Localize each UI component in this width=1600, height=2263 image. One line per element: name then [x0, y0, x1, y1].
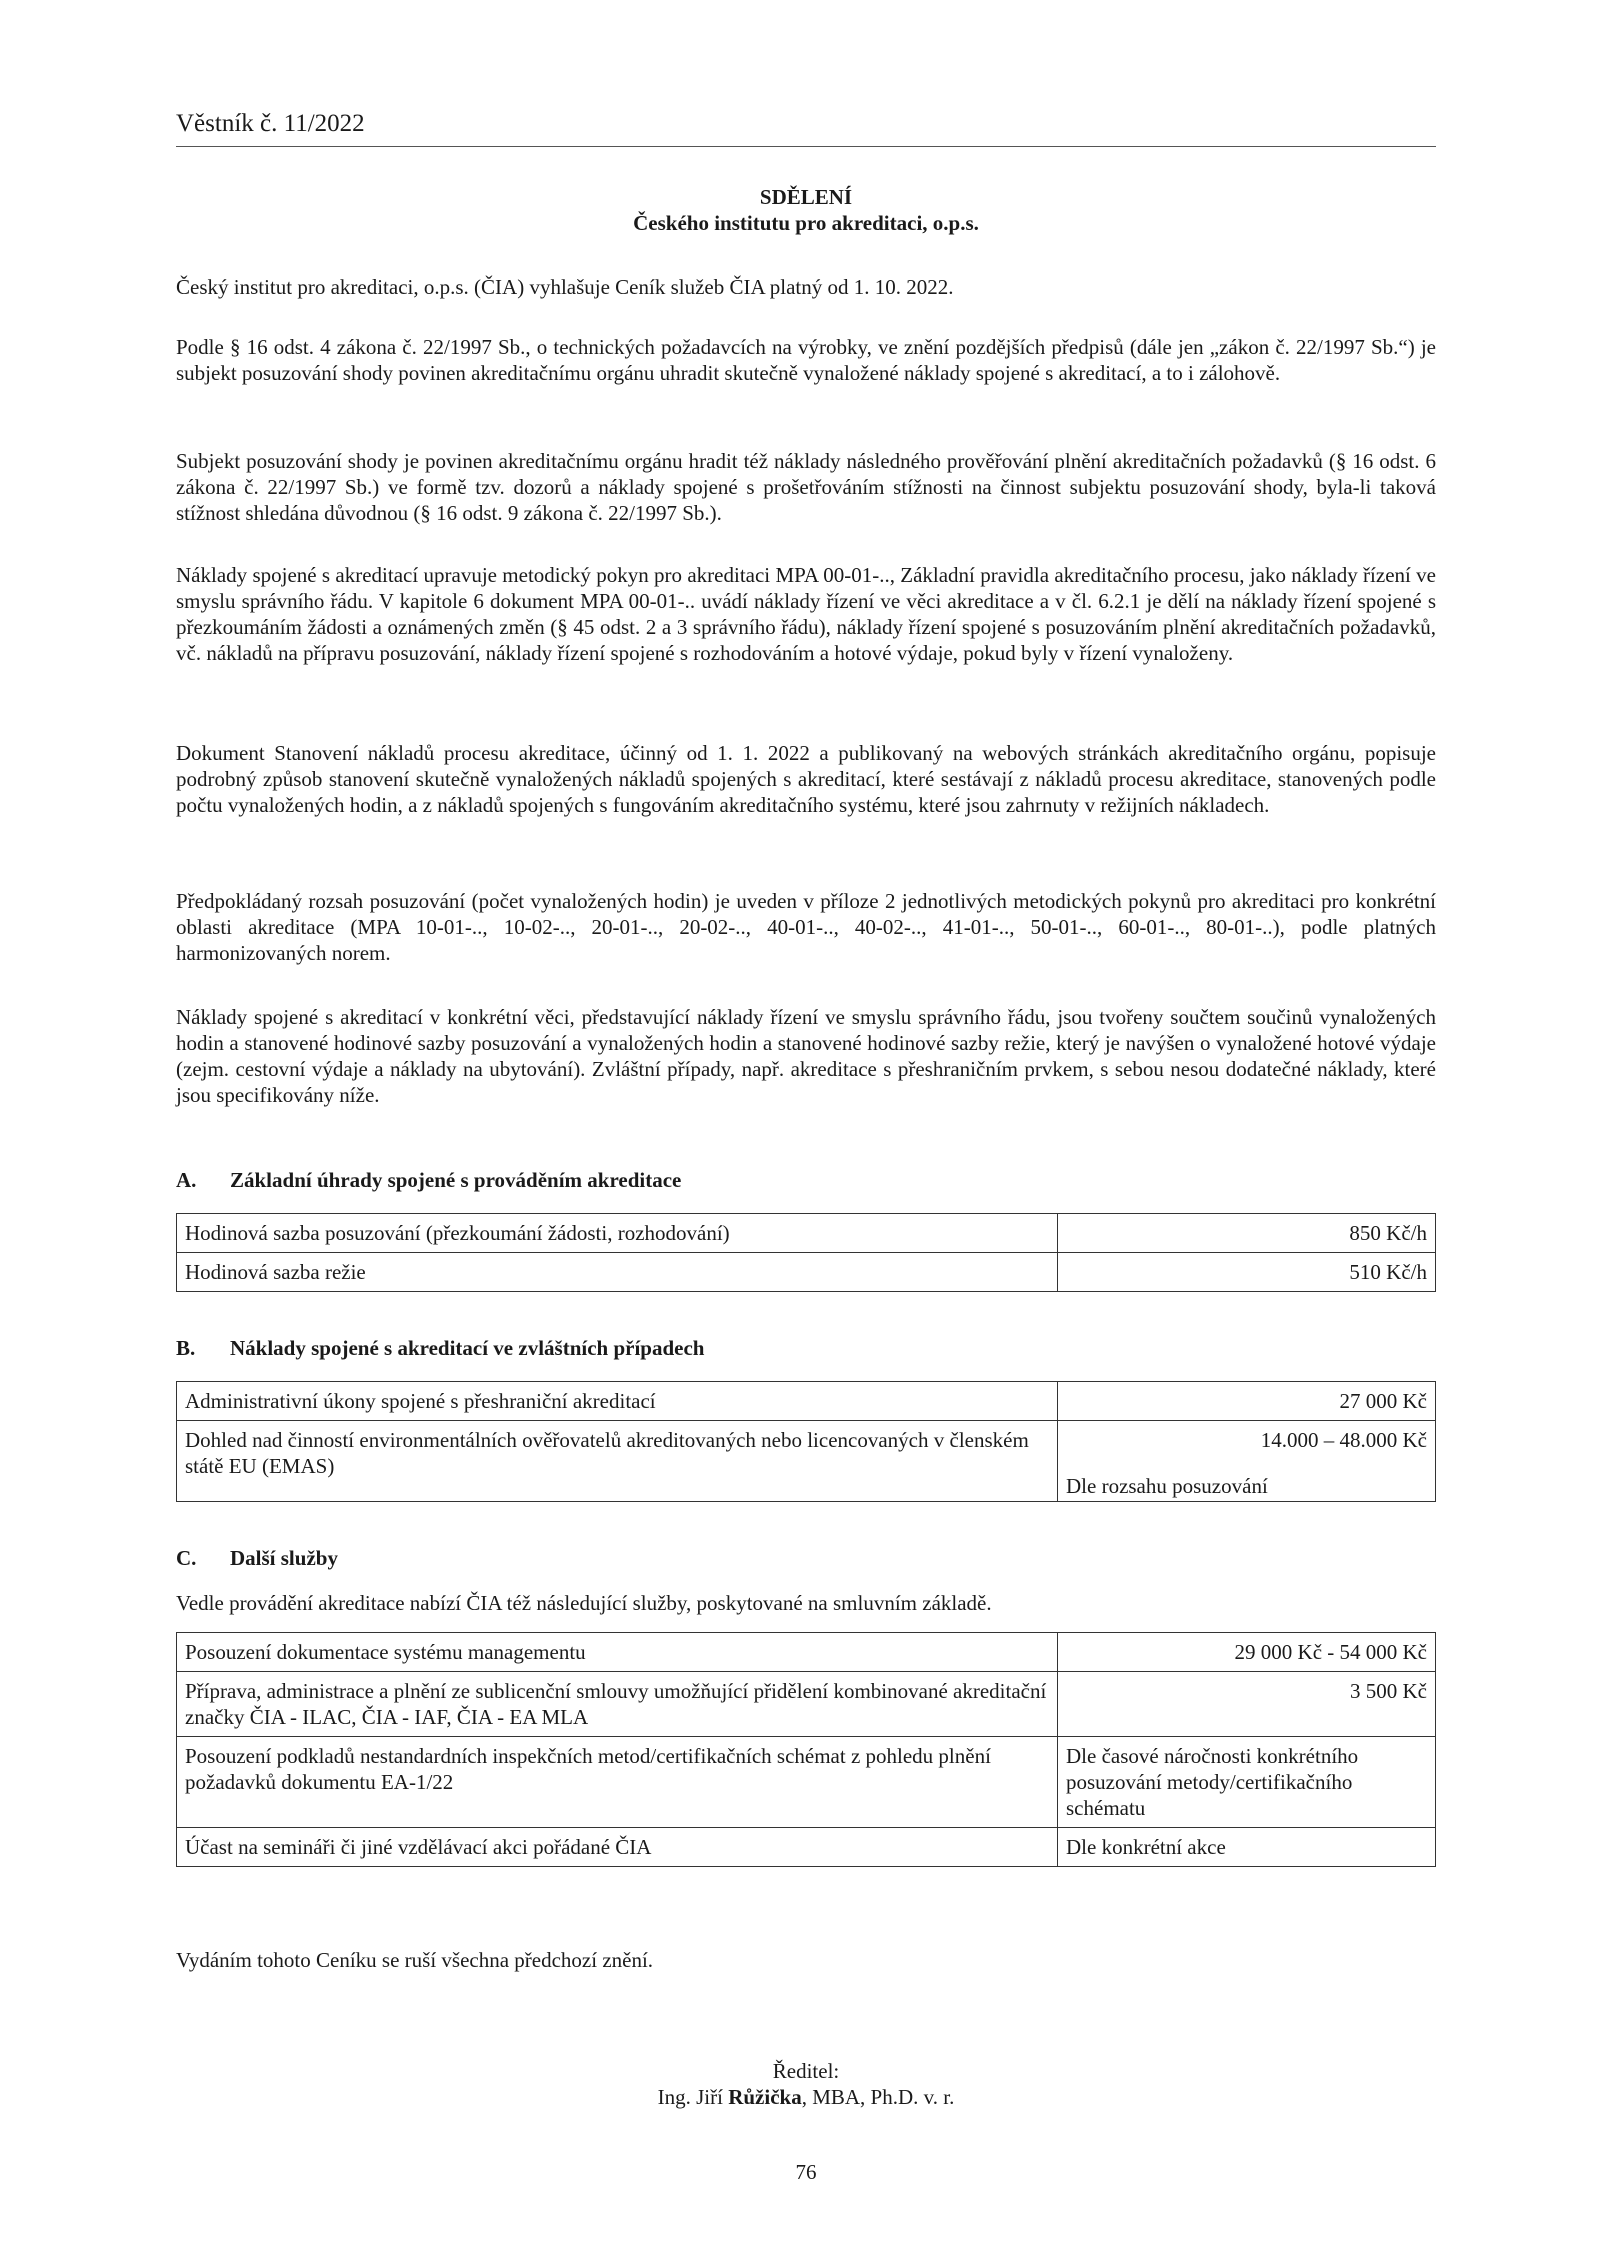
announcement-title — [176, 184, 1436, 236]
row-label: Hodinová sazba posuzování (přezkoumání žádosti, rozhodování) — [177, 1214, 1058, 1253]
table-row — [177, 1633, 1436, 1672]
table-row — [177, 1382, 1436, 1421]
row-value: Dle konkrétní akce — [1058, 1828, 1436, 1867]
journal-header: Věstník č. 11/2022 — [176, 110, 1436, 147]
section-a-table — [176, 1213, 1436, 1292]
row-label: Posouzení dokumentace systému managementu — [177, 1633, 1058, 1672]
section-a-letter: A. — [176, 1168, 197, 1192]
row-value: 14.000 – 48.000 Kč — [1260, 1428, 1427, 1452]
section-c-table — [176, 1632, 1436, 1867]
signature-role: Ředitel: — [772, 2059, 840, 2083]
title-line-2: Českého institutu pro akreditaci, o.p.s. — [633, 211, 979, 235]
name-suffix: , MBA, Ph.D. v. r. — [801, 2085, 955, 2109]
paragraph-2: Podle § 16 odst. 4 zákona č. 22/1997 Sb., o technických požadavcích na výrobky, ve znění pozdějších předpisů (dále jen „zákon č. 22/1997 Sb.“) je subjekt posuzování shody povinen akreditačnímu orgánu uhradit skutečně vynaložené náklady spojené s akreditací, a to i zálohově. — [176, 335, 1436, 385]
row-value: 27 000 Kč — [1058, 1382, 1436, 1421]
section-a-heading — [176, 1168, 681, 1193]
section-c-title: Další služby — [230, 1546, 338, 1570]
row-label: Posouzení podkladů nestandardních inspekčních metod/certifikačních schémat z pohledu plnění požadavků dokumentu EA-1/22 — [177, 1737, 1058, 1828]
section-c-heading — [176, 1546, 338, 1571]
table-row — [177, 1737, 1436, 1828]
row-note: Dle rozsahu posuzování — [1066, 1474, 1268, 1498]
table-row — [177, 1828, 1436, 1867]
row-value: 510 Kč/h — [1058, 1253, 1436, 1292]
paragraph-4: Náklady spojené s akreditací upravuje metodický pokyn pro akreditaci MPA 00-01-.., Základní pravidla akreditačního procesu, jako náklady řízení ve smyslu správního řádu. V kapitole 6 dokument MPA 00-01-.. uvádí náklady řízení ve věci akreditace a v čl. 6.2.1 je dělí na náklady řízení spojené s přezkoumáním žádosti a oznámených změn (§ 45 odst. 2 a 3 správního řádu), náklady řízení spojené s posuzováním plnění akreditačních požadavků, vč. nákladů na přípravu posuzování, náklady řízení spojené s rozhodováním a hotové výdaje, pokud byly v řízení vynaloženy. — [176, 563, 1436, 665]
paragraph-1: Český institut pro akreditaci, o.p.s. (ČIA) vyhlašuje Ceník služeb ČIA platný od 1. 10. 2022. — [176, 275, 954, 299]
paragraph-6: Předpokládaný rozsah posuzování (počet vynaložených hodin) je uveden v příloze 2 jednotlivých metodických pokynů pro akreditaci pro konkrétní oblasti akreditace (MPA 10-01-.., 10-02-.., 20-01-.., 20-02-.., 40-01-.., 40-02-.., 41-01-.., 50-01-.., 60-01-.., 80-01-..), podle platných harmonizovaných norem. — [176, 889, 1436, 965]
row-value-cell — [1058, 1421, 1436, 1502]
paragraph-7: Náklady spojené s akreditací v konkrétní věci, představující náklady řízení ve smyslu správního řádu, jsou tvořeny součtem součinů vynaložených hodin a stanovené hodinové sazby posuzování a vynaložených hodin a stanovené hodinové sazby režie, který je navýšen o vynaložené hotové výdaje (zejm. cestovní výdaje a náklady na ubytování). Zvláštní případy, např. akreditace s přeshraničním prvkem, s sebou nesou dodatečné náklady, které jsou specifikovány níže. — [176, 1005, 1436, 1107]
section-b-title: Náklady spojené s akreditací ve zvláštních případech — [230, 1336, 705, 1360]
title-line-1: SDĚLENÍ — [759, 185, 853, 209]
table-row — [177, 1672, 1436, 1737]
section-c-intro: Vedle provádění akreditace nabízí ČIA též následující služby, poskytované na smluvním základě. — [176, 1591, 992, 1615]
section-b-letter: B. — [176, 1336, 196, 1360]
section-b-heading — [176, 1336, 704, 1361]
row-value: 850 Kč/h — [1058, 1214, 1436, 1253]
table-row — [177, 1214, 1436, 1253]
row-value: Dle časové náročnosti konkrétního posuzování metody/certifikačního schématu — [1058, 1737, 1436, 1828]
paragraph-5: Dokument Stanovení nákladů procesu akreditace, účinný od 1. 1. 2022 a publikovaný na webových stránkách akreditačního orgánu, popisuje podrobný způsob stanovení skutečně vynaložených nákladů spojených s akreditací, které sestávají z nákladů procesu akreditace, stanovených podle počtu vynaložených hodin, a z nákladů spojených s fungováním akreditačního systému, které jsou zahrnuty v režijních nákladech. — [176, 741, 1436, 817]
row-label: Dohled nad činností environmentálních ověřovatelů akreditovaných nebo licencovaných v členském státě EU (EMAS) — [177, 1421, 1058, 1502]
paragraph-3: Subjekt posuzování shody je povinen akreditačnímu orgánu hradit též náklady následného prověřování plnění akreditačních požadavků (§ 16 odst. 6 zákona č. 22/1997 Sb.) ve formě tzv. dozorů a náklady spojené s prošetřováním stížnosti na činnost subjektu posuzování shody, byla-li taková stížnost shledána důvodnou (§ 16 odst. 9 zákona č. 22/1997 Sb.). — [176, 449, 1436, 525]
table-row — [177, 1421, 1436, 1502]
row-label: Příprava, administrace a plnění ze sublicenční smlouvy umožňující přidělení kombinované akreditační značky ČIA - ILAC, ČIA - IAF, ČIA - EA MLA — [177, 1672, 1058, 1737]
signature-block — [176, 2058, 1436, 2110]
section-a-title: Základní úhrady spojené s prováděním akreditace — [230, 1168, 682, 1192]
name-prefix: Ing. Jiří — [657, 2085, 729, 2109]
row-label: Administrativní úkony spojené s přeshraniční akreditací — [177, 1382, 1058, 1421]
signature-name — [176, 2084, 1436, 2110]
section-b-table — [176, 1381, 1436, 1502]
row-label: Účast na semináři či jiné vzdělávací akci pořádané ČIA — [177, 1828, 1058, 1867]
page-number: 76 — [795, 2160, 817, 2184]
table-row — [177, 1253, 1436, 1292]
name-surname: Růžička — [728, 2085, 802, 2109]
row-value: 3 500 Kč — [1058, 1672, 1436, 1737]
section-c-letter: C. — [176, 1546, 197, 1570]
closing-statement: Vydáním tohoto Ceníku se ruší všechna předchozí znění. — [176, 1948, 654, 1972]
row-value: 29 000 Kč - 54 000 Kč — [1058, 1633, 1436, 1672]
row-label: Hodinová sazba režie — [177, 1253, 1058, 1292]
